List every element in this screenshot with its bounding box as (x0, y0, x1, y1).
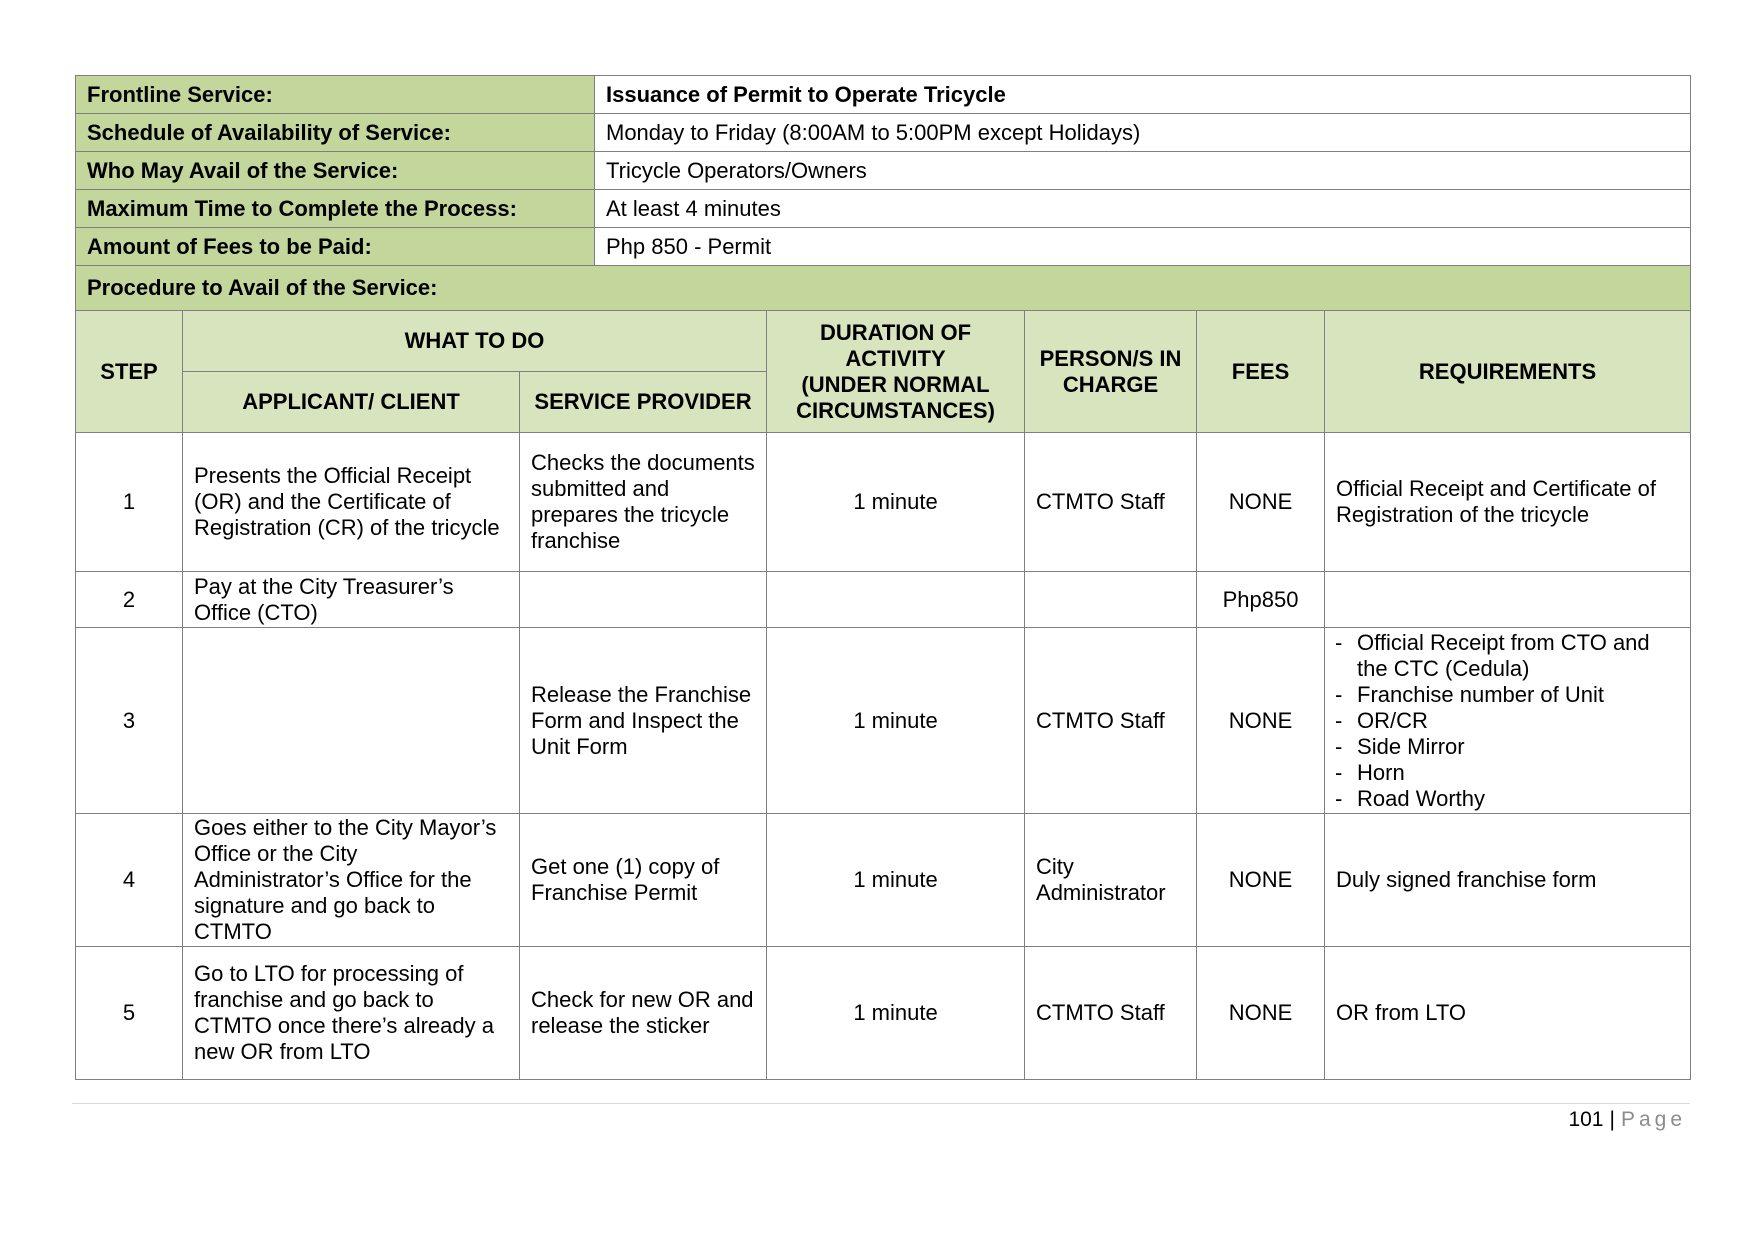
header-row-1 (76, 311, 1691, 372)
list-item: - Road Worthy (1335, 786, 1682, 812)
step-number: 3 (76, 628, 183, 814)
info-value: Issuance of Permit to Operate Tricycle (595, 76, 1691, 114)
duration: 1 minute (767, 814, 1025, 947)
info-label: Who May Avail of the Service: (76, 152, 595, 190)
page-footer (1568, 1106, 1686, 1134)
table-row (76, 628, 1691, 814)
header-duration-line2: (UNDER NORMAL CIRCUMSTANCES) (796, 371, 995, 423)
header-duration (767, 311, 1025, 433)
list-item: - Official Receipt from CTO and the CTC (Cedula) (1335, 630, 1682, 682)
header-applicant: APPLICANT/ CLIENT (183, 372, 520, 433)
duration: 1 minute (767, 947, 1025, 1080)
applicant-action (183, 628, 520, 814)
header-person-in-charge: PERSON/S IN CHARGE (1025, 311, 1197, 433)
fees: NONE (1197, 628, 1325, 814)
info-value: Tricycle Operators/Owners (595, 152, 1691, 190)
info-value: Monday to Friday (8:00AM to 5:00PM except Holidays) (595, 114, 1691, 152)
requirements: Official Receipt and Certificate of Registration of the tricycle (1325, 433, 1691, 572)
provider-action: Checks the documents submitted and prepares the tricycle franchise (520, 433, 767, 572)
person-in-charge (1025, 572, 1197, 628)
list-item: - Horn (1335, 760, 1682, 786)
info-row-frontline-service (76, 76, 1691, 114)
provider-action: Get one (1) copy of Franchise Permit (520, 814, 767, 947)
info-value: Php 850 - Permit (595, 228, 1691, 266)
fees: NONE (1197, 814, 1325, 947)
list-item: - Franchise number of Unit (1335, 682, 1682, 708)
person-in-charge: CTMTO Staff (1025, 947, 1197, 1080)
info-row-who-may-avail (76, 152, 1691, 190)
person-in-charge: City Administrator (1025, 814, 1197, 947)
step-number: 2 (76, 572, 183, 628)
footer-separator: | (1609, 1108, 1615, 1131)
list-item: - Side Mirror (1335, 734, 1682, 760)
requirements (1325, 628, 1691, 814)
info-label: Amount of Fees to be Paid: (76, 228, 595, 266)
procedure-row (76, 266, 1691, 311)
applicant-action: Goes either to the City Mayor’s Office or the City Administrator’s Office for the signature and go back to CTMTO (183, 814, 520, 947)
page-word: Page (1620, 1108, 1686, 1131)
person-in-charge: CTMTO Staff (1025, 628, 1197, 814)
header-fees: FEES (1197, 311, 1325, 433)
provider-action: Release the Franchise Form and Inspect the Unit Form (520, 628, 767, 814)
step-number: 5 (76, 947, 183, 1080)
fees: Php850 (1197, 572, 1325, 628)
applicant-action: Pay at the City Treasurer’s Office (CTO) (183, 572, 520, 628)
info-row-schedule (76, 114, 1691, 152)
info-label: Schedule of Availability of Service: (76, 114, 595, 152)
duration: 1 minute (767, 433, 1025, 572)
table-row (76, 433, 1691, 572)
procedure-label: Procedure to Avail of the Service: (76, 266, 1691, 311)
header-service-provider: SERVICE PROVIDER (520, 372, 767, 433)
applicant-action: Presents the Official Receipt (OR) and the Certificate of Registration (CR) of the tricycle (183, 433, 520, 572)
requirements-list (1325, 630, 1682, 812)
step-number: 1 (76, 433, 183, 572)
info-value: At least 4 minutes (595, 190, 1691, 228)
page-number: 101 (1568, 1108, 1604, 1131)
table-row (76, 947, 1691, 1080)
table-row (76, 814, 1691, 947)
step-number: 4 (76, 814, 183, 947)
fees: NONE (1197, 433, 1325, 572)
header-duration-line1: DURATION OF ACTIVITY (819, 319, 972, 371)
provider-action: Check for new OR and release the sticker (520, 947, 767, 1080)
info-label: Maximum Time to Complete the Process: (76, 190, 595, 228)
citizens-charter-table (75, 75, 1690, 1080)
footer-divider (72, 1103, 1690, 1104)
requirements: OR from LTO (1325, 947, 1691, 1080)
requirements: Duly signed franchise form (1325, 814, 1691, 947)
service-info-table (75, 75, 1691, 311)
header-step: STEP (76, 311, 183, 433)
header-what-to-do: WHAT TO DO (183, 311, 767, 372)
header-requirements: REQUIREMENTS (1325, 311, 1691, 433)
person-in-charge: CTMTO Staff (1025, 433, 1197, 572)
duration (767, 572, 1025, 628)
procedure-table (75, 310, 1691, 1080)
duration: 1 minute (767, 628, 1025, 814)
info-row-fees (76, 228, 1691, 266)
list-item: - OR/CR (1335, 708, 1682, 734)
info-row-maximum-time (76, 190, 1691, 228)
requirements (1325, 572, 1691, 628)
provider-action (520, 572, 767, 628)
info-label: Frontline Service: (76, 76, 595, 114)
applicant-action: Go to LTO for processing of franchise and go back to CTMTO once there’s already a new OR from LTO (183, 947, 520, 1080)
fees: NONE (1197, 947, 1325, 1080)
table-row (76, 572, 1691, 628)
